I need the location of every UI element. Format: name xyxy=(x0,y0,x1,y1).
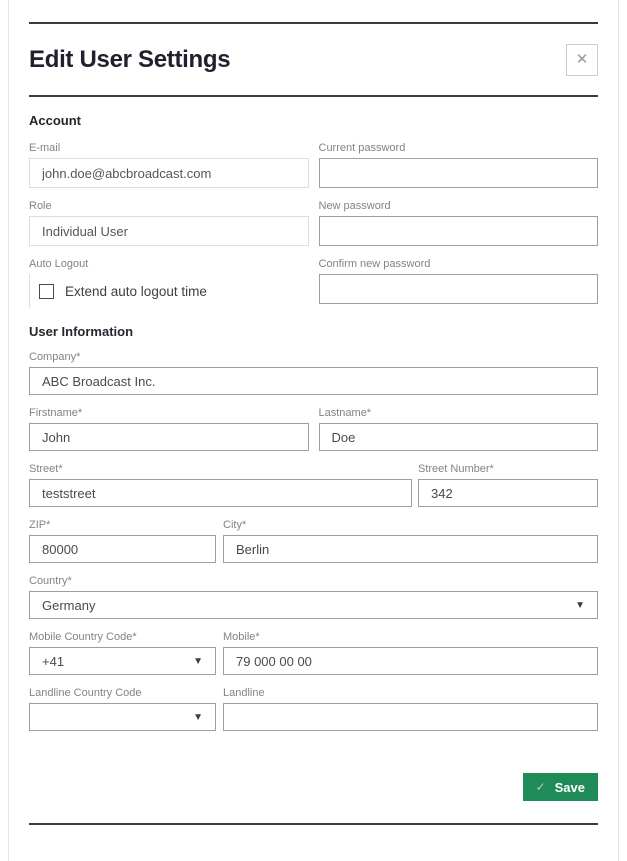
zip-field-group xyxy=(29,519,216,563)
city-field-group xyxy=(223,519,598,563)
lastname-field[interactable] xyxy=(319,423,599,451)
street-label: Street* xyxy=(29,463,63,475)
company-row xyxy=(29,351,598,395)
dialog-footer xyxy=(29,773,598,801)
bottom-divider xyxy=(29,823,598,825)
city-field[interactable] xyxy=(223,535,598,563)
close-button[interactable] xyxy=(566,44,598,76)
landline-country-code-select[interactable] xyxy=(29,703,216,731)
extend-auto-logout-checkbox-label[interactable]: Extend auto logout time xyxy=(65,283,207,299)
check-icon: ✓ xyxy=(535,780,546,794)
firstname-field[interactable] xyxy=(29,423,309,451)
email-field xyxy=(29,158,309,188)
street-row xyxy=(29,463,598,507)
confirm-password-field-group xyxy=(319,258,599,308)
company-label: Company* xyxy=(29,351,81,363)
account-section xyxy=(29,113,598,308)
zip-city-row xyxy=(29,519,598,563)
account-row-2 xyxy=(29,200,598,246)
landline-row xyxy=(29,687,598,731)
auto-logout-label: Auto Logout xyxy=(29,258,89,270)
mobile-country-code-select-value: +41 xyxy=(42,653,65,669)
account-row-1 xyxy=(29,142,598,188)
new-password-field[interactable] xyxy=(319,216,599,246)
auto-logout-group xyxy=(29,258,309,308)
city-label: City* xyxy=(223,519,247,531)
zip-field[interactable] xyxy=(29,535,216,563)
landline-field[interactable] xyxy=(223,703,598,731)
lastname-label: Lastname* xyxy=(318,407,372,419)
chevron-down-icon: ▼ xyxy=(193,655,203,667)
landline-label: Landline xyxy=(223,687,265,699)
country-row xyxy=(29,575,598,619)
current-password-label: Current password xyxy=(318,142,406,154)
current-password-field[interactable] xyxy=(319,158,599,188)
country-label: Country* xyxy=(29,575,72,587)
user-information-section xyxy=(29,324,598,731)
edit-user-settings-dialog xyxy=(8,0,619,861)
landline-country-code-field-group xyxy=(29,687,216,731)
extend-auto-logout-checkbox[interactable] xyxy=(39,284,54,299)
company-field[interactable] xyxy=(29,367,598,395)
mobile-field-group xyxy=(223,631,598,675)
email-label: E-mail xyxy=(29,142,61,154)
street-field[interactable] xyxy=(29,479,412,507)
save-button-label: Save xyxy=(554,779,585,795)
chevron-down-icon: ▼ xyxy=(575,599,585,611)
country-select[interactable] xyxy=(29,591,598,619)
firstname-field-group xyxy=(29,407,309,451)
mobile-country-code-label: Mobile Country Code* xyxy=(29,631,137,643)
new-password-field-group xyxy=(319,200,599,246)
account-row-3 xyxy=(29,258,598,308)
email-field-group xyxy=(29,142,309,188)
dialog-title: Edit User Settings xyxy=(29,46,231,73)
name-row xyxy=(29,407,598,451)
landline-field-group xyxy=(223,687,598,731)
confirm-password-field[interactable] xyxy=(319,274,599,304)
new-password-label: New password xyxy=(318,200,391,212)
mobile-row xyxy=(29,631,598,675)
zip-label: ZIP* xyxy=(29,519,51,531)
mobile-country-code-field-group xyxy=(29,631,216,675)
role-label: Role xyxy=(29,200,52,212)
role-field xyxy=(29,216,309,246)
street-number-label: Street Number* xyxy=(418,463,494,475)
section-heading-user-information: User Information xyxy=(29,324,134,339)
country-field-group xyxy=(29,575,598,619)
close-icon: ✕ xyxy=(575,51,589,68)
street-field-group xyxy=(29,463,412,507)
lastname-field-group xyxy=(319,407,599,451)
mobile-country-code-select[interactable] xyxy=(29,647,216,675)
mobile-field[interactable] xyxy=(223,647,598,675)
firstname-label: Firstname* xyxy=(29,407,83,419)
current-password-field-group xyxy=(319,142,599,188)
mobile-label: Mobile* xyxy=(223,631,260,643)
country-select-value: Germany xyxy=(42,597,96,613)
company-field-group xyxy=(29,351,598,395)
save-button[interactable] xyxy=(523,773,598,801)
dialog-header xyxy=(29,24,598,95)
auto-logout-checkbox-row xyxy=(29,274,309,308)
role-field-group xyxy=(29,200,309,246)
section-heading-account: Account xyxy=(29,113,81,128)
header-divider xyxy=(29,95,598,97)
chevron-down-icon: ▼ xyxy=(193,711,203,723)
street-number-field-group xyxy=(418,463,598,507)
street-number-field[interactable] xyxy=(418,479,598,507)
confirm-password-label: Confirm new password xyxy=(318,258,431,270)
landline-country-code-label: Landline Country Code xyxy=(29,687,142,699)
